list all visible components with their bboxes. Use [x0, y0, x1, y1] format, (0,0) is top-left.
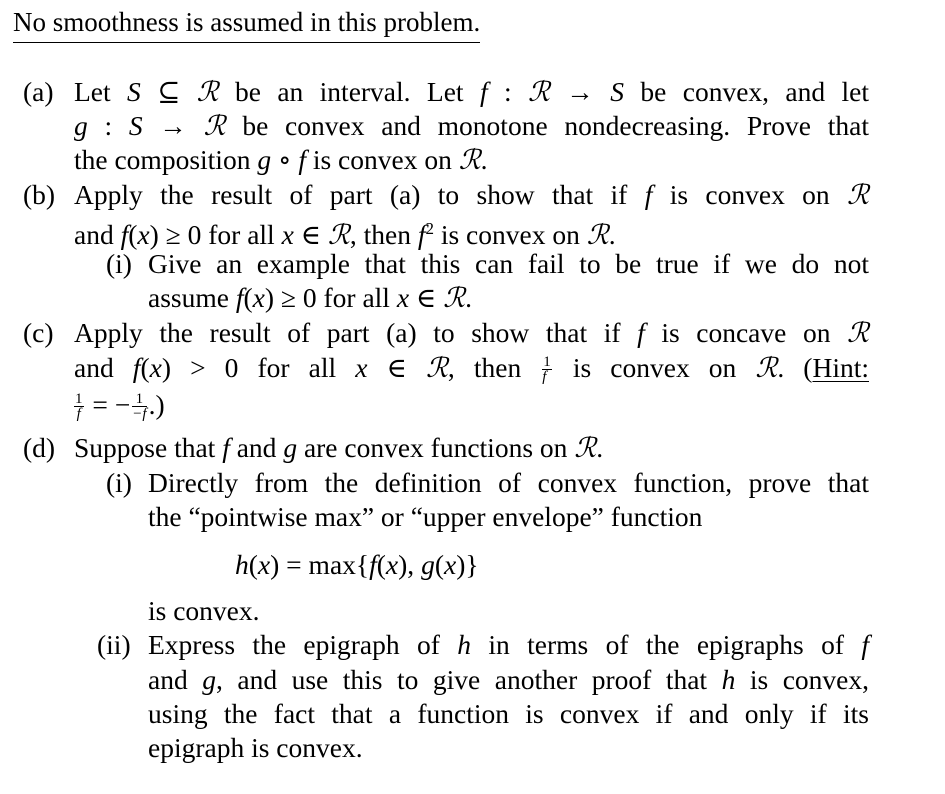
- part-d-i-line-2: the “pointwise max” or “upper envelope” function: [148, 501, 703, 532]
- part-d-i-line-3: is convex.: [148, 595, 260, 626]
- part-a-line-1: Let S ⊆ ℛ be an interval. Let f : ℛ → S be convex, and let: [74, 76, 869, 108]
- part-d-ii-line-2: and g, and use this to give another proof that h is convex,: [148, 664, 869, 695]
- part-b-i-line-2: assume f(x) ≥ 0 for all x ∈ ℛ.: [148, 282, 472, 314]
- part-d-line-1: Suppose that f and g are convex functions on ℛ.: [74, 432, 604, 464]
- part-b-i-label: (i): [106, 248, 132, 279]
- part-d-ii-line-1: Express the epigraph of h in terms of the epigraphs of f: [148, 629, 870, 660]
- part-b-label: (b): [23, 179, 56, 210]
- part-d-i-line-1: Directly from the definition of convex function, prove that: [148, 467, 869, 498]
- part-a-line-2: g : S → ℛ be convex and monotone nondecreasing. Prove that: [74, 110, 869, 142]
- pointwise-max-formula: h(x) = max{f(x), g(x)}: [235, 549, 479, 580]
- part-c-label: (c): [23, 317, 54, 348]
- part-d-i-label: (i): [106, 467, 132, 498]
- part-c-line-3: $\frac{1}{f}$ = − $\frac{1}{-f}$ .): [75, 389, 165, 423]
- part-c-line-2: and f(x) > 0 for all x ∈ ℛ, then $\frac{1}{f}$ is convex on ℛ. (Hint:: [74, 352, 869, 386]
- part-d-ii-line-4: epigraph is convex.: [148, 732, 363, 763]
- problem-header: No smoothness is assumed in this problem.: [13, 5, 480, 43]
- part-c-line-1: Apply the result of part (a) to show that if f is concave on ℛ: [74, 317, 869, 349]
- part-a-label: (a): [23, 76, 54, 107]
- part-b-i-line-1: Give an example that this can fail to be true if we do not: [148, 248, 869, 279]
- part-b-line-2: and f(x) ≥ 0 for all x ∈ ℛ, then $f^2$ is convex on ℛ.: [74, 219, 616, 252]
- part-a-line-3: the composition g ∘ f is convex on ℛ.: [74, 144, 488, 176]
- part-b-line-1: Apply the result of part (a) to show that if f is convex on ℛ: [74, 179, 869, 211]
- part-d-ii-label: (ii): [97, 629, 131, 660]
- part-d-ii-line-3: using the fact that a function is convex if and only if its: [148, 698, 869, 729]
- part-d-label: (d): [23, 432, 56, 463]
